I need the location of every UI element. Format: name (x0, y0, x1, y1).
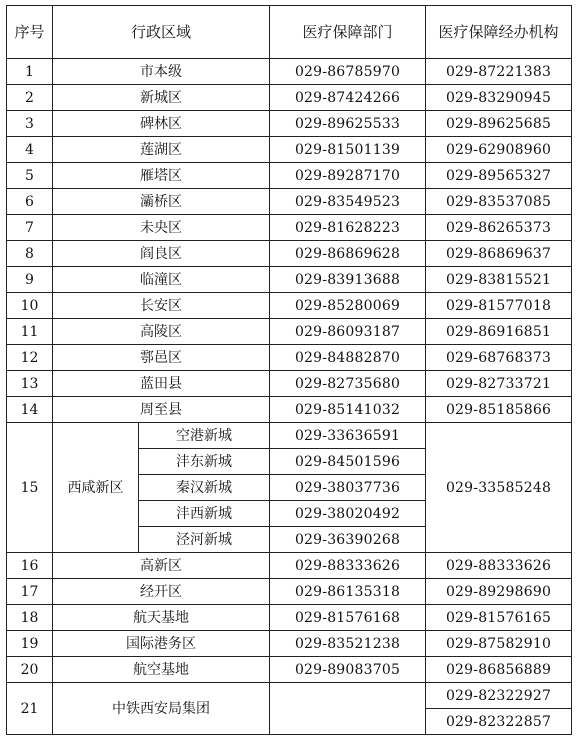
header-region: 行政区域 (53, 6, 270, 59)
table-row (7, 59, 572, 85)
table-row (7, 657, 572, 683)
table-row (7, 631, 572, 657)
agency-phone: 029-86869637 (426, 241, 572, 267)
region-cell: 航天基地 (53, 605, 270, 631)
dept-phone: 029-81501139 (270, 137, 426, 163)
agency-phone: 029-86916851 (426, 319, 572, 345)
table-row (7, 319, 572, 345)
dept-phone: 029-83549523 (270, 189, 426, 215)
row-number: 18 (7, 605, 53, 631)
region-cell: 碑林区 (53, 111, 270, 137)
agency-phone: 029-62908960 (426, 137, 572, 163)
row-number: 13 (7, 371, 53, 397)
dept-phone: 029-38037736 (270, 475, 426, 501)
dept-phone: 029-89083705 (270, 657, 426, 683)
dept-phone: 029-88333626 (270, 553, 426, 579)
region-cell: 航空基地 (53, 657, 270, 683)
region-cell: 鄠邑区 (53, 345, 270, 371)
agency-phone: 029-86856889 (426, 657, 572, 683)
row-number: 10 (7, 293, 53, 319)
region-cell: 莲湖区 (53, 137, 270, 163)
contact-table (6, 5, 572, 735)
row-number: 11 (7, 319, 53, 345)
region-cell: 未央区 (53, 215, 270, 241)
dept-phone: 029-81628223 (270, 215, 426, 241)
agency-phone: 029-89625685 (426, 111, 572, 137)
header-dept: 医疗保障部门 (270, 6, 426, 59)
table-body (7, 6, 572, 735)
dept-phone: 029-82735680 (270, 371, 426, 397)
dept-phone: 029-87424266 (270, 85, 426, 111)
agency-phone: 029-89298690 (426, 579, 572, 605)
header-agency: 医疗保障经办机构 (426, 6, 572, 59)
row-number: 5 (7, 163, 53, 189)
table-row (7, 215, 572, 241)
header-row (7, 6, 572, 59)
row-number: 8 (7, 241, 53, 267)
table-row (7, 371, 572, 397)
dept-phone: 029-36390268 (270, 527, 426, 553)
table-row (7, 605, 572, 631)
table-row (7, 137, 572, 163)
region-cell: 市本级 (53, 59, 270, 85)
dept-phone: 029-83521238 (270, 631, 426, 657)
region-cell: 雁塔区 (53, 163, 270, 189)
row-number: 2 (7, 85, 53, 111)
row-number: 1 (7, 59, 53, 85)
subregion-cell: 沣西新城 (139, 501, 270, 527)
region-cell: 高陵区 (53, 319, 270, 345)
agency-phone: 029-82322857 (426, 709, 572, 735)
region-cell: 新城区 (53, 85, 270, 111)
agency-phone: 029-85185866 (426, 397, 572, 423)
agency-phone: 029-83290945 (426, 85, 572, 111)
agency-phone: 029-82733721 (426, 371, 572, 397)
table-row (7, 579, 572, 605)
table-row (7, 345, 572, 371)
dept-phone: 029-83913688 (270, 267, 426, 293)
row-number: 9 (7, 267, 53, 293)
header-no: 序号 (7, 6, 53, 59)
subregion-cell: 沣东新城 (139, 449, 270, 475)
subregion-cell: 泾河新城 (139, 527, 270, 553)
row-number: 6 (7, 189, 53, 215)
region-cell: 阎良区 (53, 241, 270, 267)
row-number: 14 (7, 397, 53, 423)
dept-phone: 029-85280069 (270, 293, 426, 319)
dept-phone: 029-89625533 (270, 111, 426, 137)
subregion-cell: 秦汉新城 (139, 475, 270, 501)
dept-phone: 029-84882870 (270, 345, 426, 371)
row-number: 20 (7, 657, 53, 683)
agency-phone: 029-89565327 (426, 163, 572, 189)
table-row (7, 189, 572, 215)
row-number: 15 (7, 423, 53, 553)
dept-phone: 029-86869628 (270, 241, 426, 267)
table-row (7, 163, 572, 189)
table-row (7, 293, 572, 319)
dept-phone: 029-84501596 (270, 449, 426, 475)
table-row (7, 267, 572, 293)
region-cell: 周至县 (53, 397, 270, 423)
region-cell: 西咸新区 (53, 423, 139, 553)
region-cell: 高新区 (53, 553, 270, 579)
agency-phone: 029-83815521 (426, 267, 572, 293)
agency-phone: 029-86265373 (426, 215, 572, 241)
dept-phone: 029-81576168 (270, 605, 426, 631)
dept-phone: 029-89287170 (270, 163, 426, 189)
agency-phone: 029-87221383 (426, 59, 572, 85)
dept-phone: 029-86135318 (270, 579, 426, 605)
agency-phone: 029-82322927 (426, 683, 572, 709)
dept-phone: 029-86093187 (270, 319, 426, 345)
agency-phone: 029-87582910 (426, 631, 572, 657)
agency-phone: 029-81576165 (426, 605, 572, 631)
region-cell: 经开区 (53, 579, 270, 605)
row-number: 12 (7, 345, 53, 371)
region-cell: 长安区 (53, 293, 270, 319)
row-number: 21 (7, 683, 53, 735)
row-number: 16 (7, 553, 53, 579)
row-number: 19 (7, 631, 53, 657)
table-row (7, 85, 572, 111)
region-cell: 临潼区 (53, 267, 270, 293)
dept-phone (270, 683, 426, 735)
table-row (7, 683, 572, 709)
region-cell: 灞桥区 (53, 189, 270, 215)
dept-phone: 029-85141032 (270, 397, 426, 423)
row-number: 3 (7, 111, 53, 137)
row-number: 17 (7, 579, 53, 605)
region-cell: 蓝田县 (53, 371, 270, 397)
table-row (7, 241, 572, 267)
dept-phone: 029-38020492 (270, 501, 426, 527)
subregion-cell: 空港新城 (139, 423, 270, 449)
agency-phone: 029-68768373 (426, 345, 572, 371)
agency-phone: 029-81577018 (426, 293, 572, 319)
table-row (7, 397, 572, 423)
agency-phone: 029-33585248 (426, 423, 572, 553)
row-number: 7 (7, 215, 53, 241)
dept-phone: 029-33636591 (270, 423, 426, 449)
region-cell: 中铁西安局集团 (53, 683, 270, 735)
agency-phone: 029-83537085 (426, 189, 572, 215)
row-number: 4 (7, 137, 53, 163)
table-row (7, 111, 572, 137)
dept-phone: 029-86785970 (270, 59, 426, 85)
region-cell: 国际港务区 (53, 631, 270, 657)
table-row (7, 423, 572, 449)
table-row (7, 553, 572, 579)
agency-phone: 029-88333626 (426, 553, 572, 579)
